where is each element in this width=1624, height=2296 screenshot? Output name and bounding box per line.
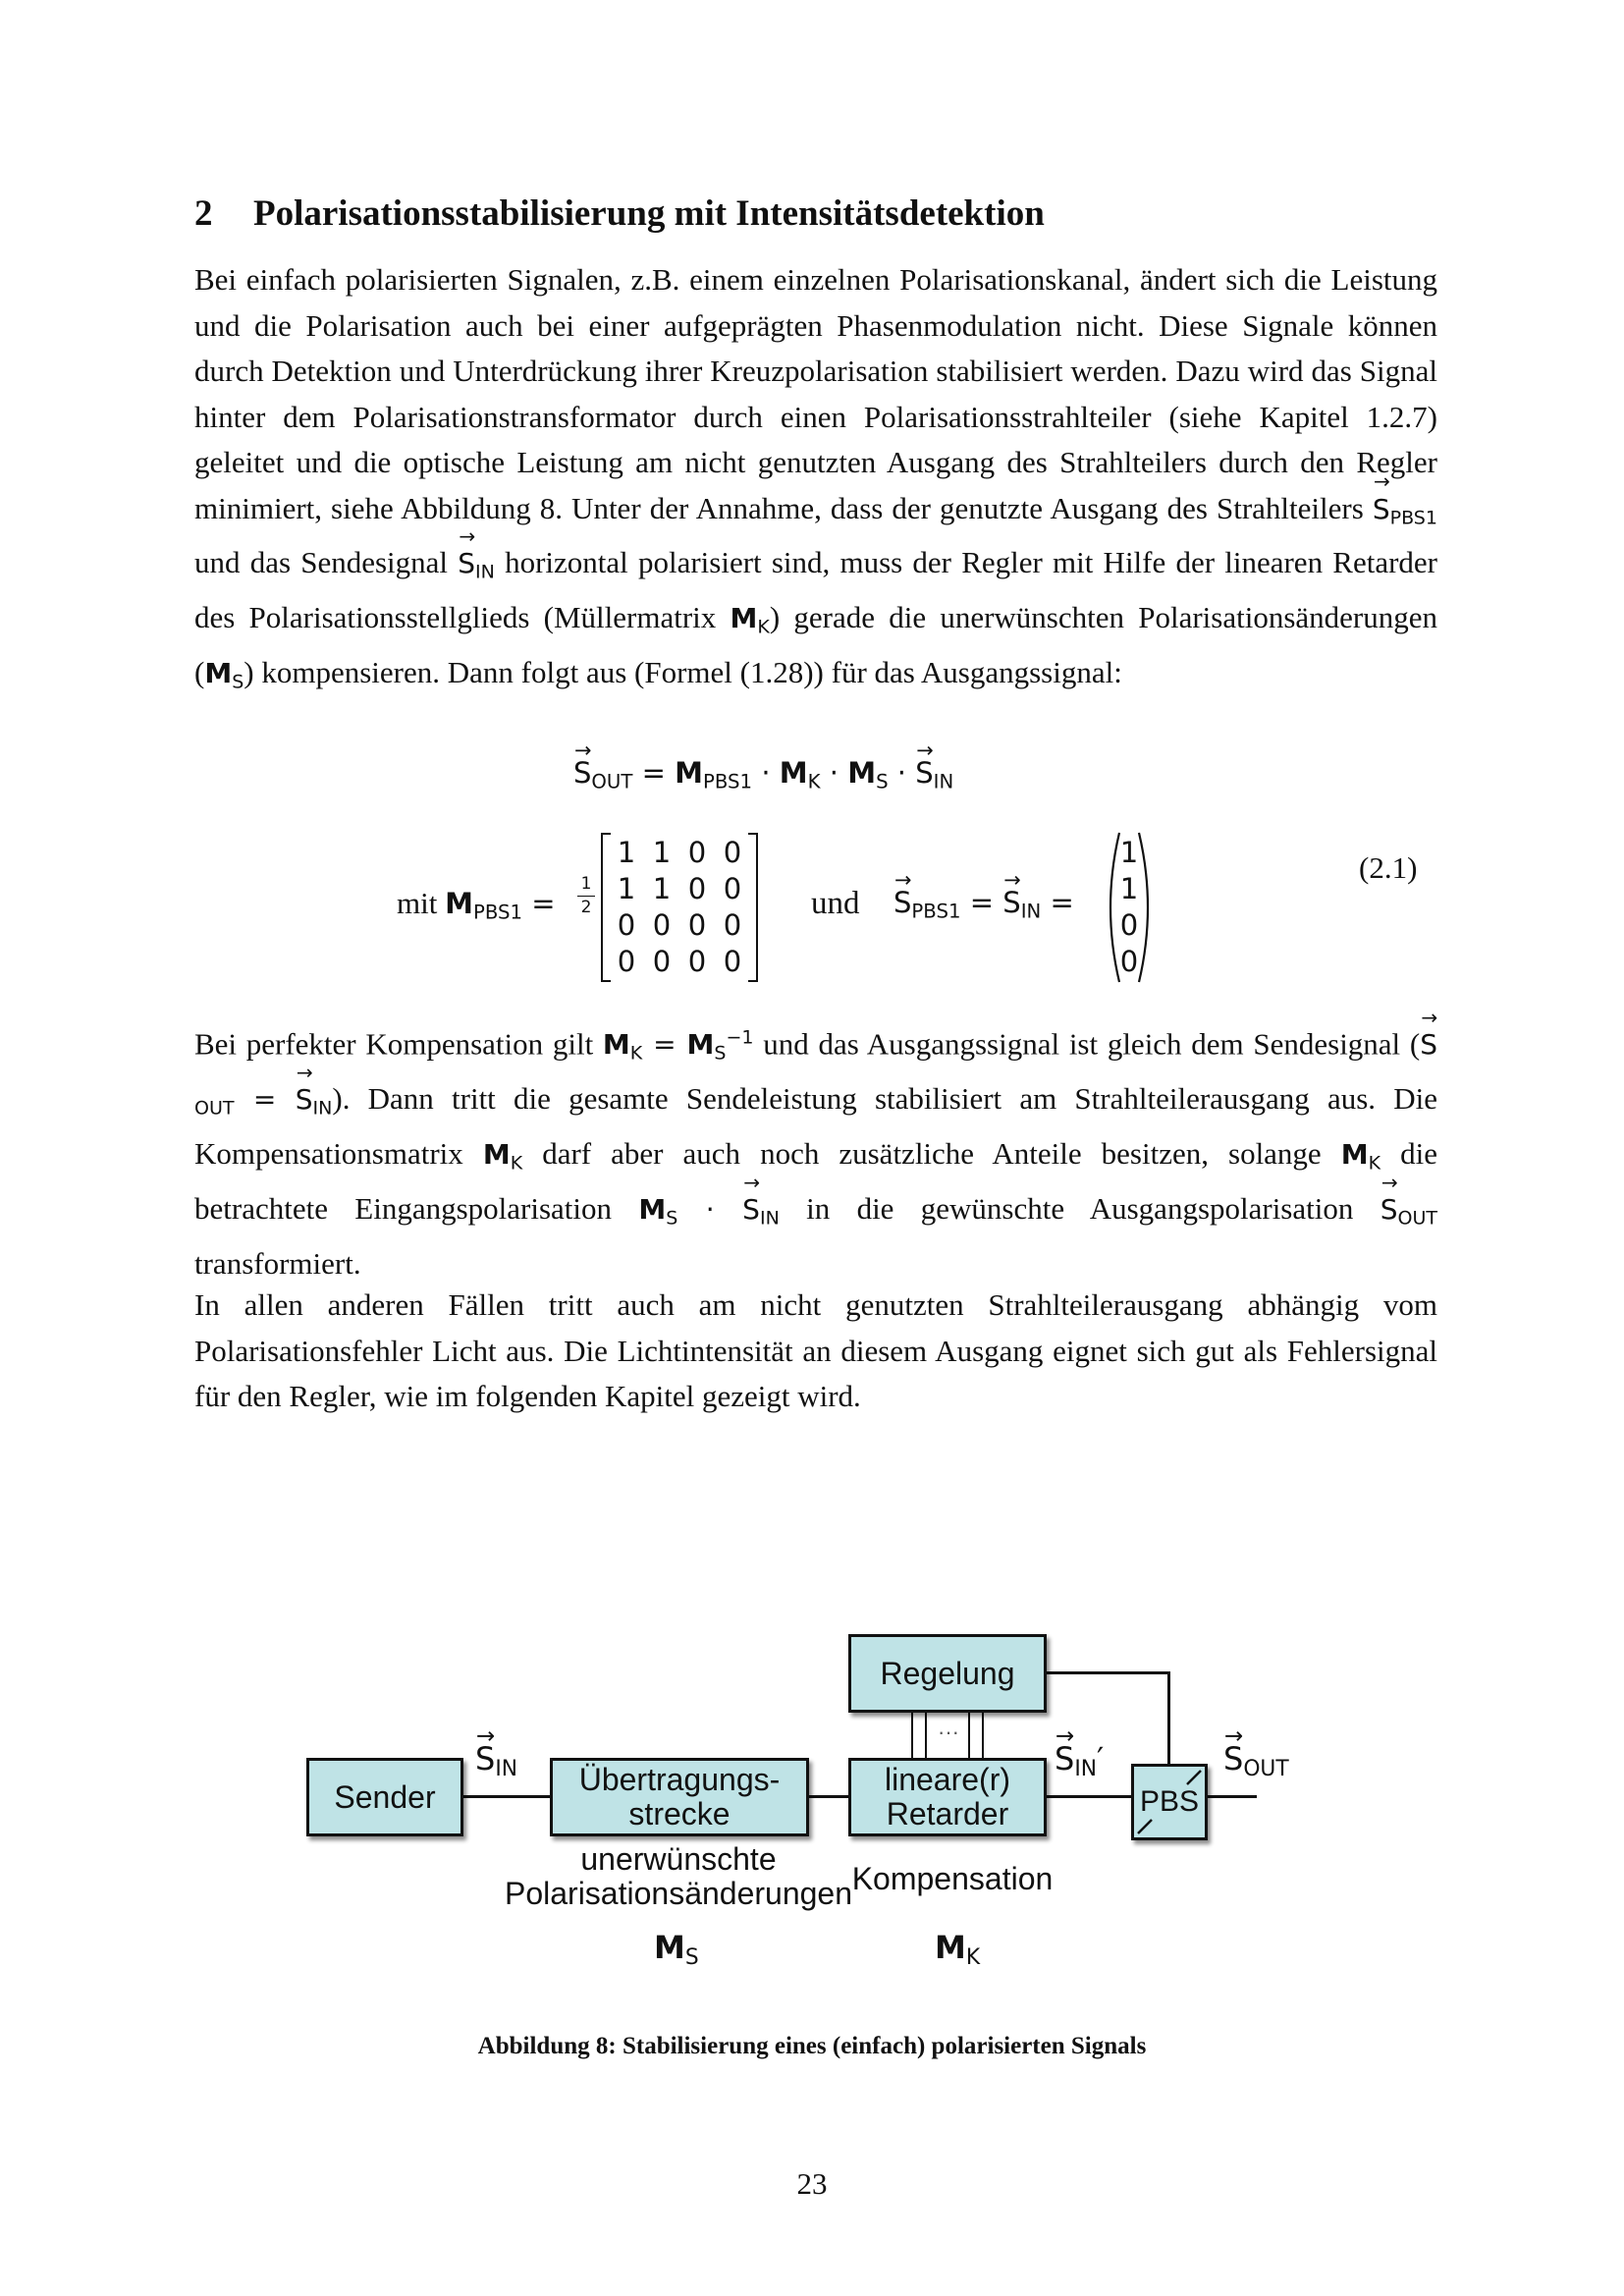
symbol-s-in	[677, 1192, 780, 1230]
matrix-cell: 0	[687, 836, 707, 869]
strecke-label-line2: strecke	[628, 1796, 731, 1831]
line-sender-strecke	[463, 1795, 552, 1798]
pbs-box	[1131, 1764, 1208, 1840]
fraction-numerator: 1	[580, 874, 592, 894]
subscript: K	[629, 1042, 643, 1065]
text: die betrachtete Eingangspolarisation	[194, 1136, 1437, 1226]
text: ) gerade die unerwünschten Polarisationsänderungen (	[194, 600, 1437, 689]
subscript: IN	[475, 561, 495, 583]
control-dots: ···	[938, 1720, 959, 1744]
vector-symbol: → S	[1380, 1187, 1398, 1233]
vector-symbol: → S	[915, 756, 933, 790]
bracket-left	[601, 833, 611, 982]
matrix-symbol: M	[686, 1028, 715, 1062]
vector-symbol: → S	[573, 756, 591, 790]
symbol-s-in	[458, 547, 495, 583]
matrix-cell: 0	[723, 836, 742, 869]
fraction-bar	[577, 896, 595, 897]
matrix-cell: 1	[652, 836, 672, 869]
matrix-symbol: M	[445, 887, 473, 920]
subscript: PBS1	[472, 901, 523, 924]
matrix-cell: 1	[652, 872, 672, 905]
vector-symbol: → S	[893, 886, 911, 919]
text: und das Ausgangssignal ist gleich dem Sendesignal (	[753, 1026, 1421, 1062]
matrix-cell: 0	[617, 908, 636, 942]
label-s-in	[475, 1742, 517, 1781]
vector-symbol: → S	[296, 1077, 313, 1123]
retarder-box	[848, 1758, 1047, 1836]
matrix-cell: 0	[687, 908, 707, 942]
superscript: −1	[726, 1027, 754, 1049]
label-line: Polarisationsänderungen	[504, 1876, 853, 1912]
strecke-box	[550, 1758, 809, 1836]
vector-symbol: → S	[458, 541, 475, 587]
figure-caption: Abbildung 8: Stabilisierung eines (einfach) polarisierten Signals	[477, 2033, 1147, 2059]
dot-operator: ·	[752, 756, 780, 790]
matrix-symbol: M	[1340, 1138, 1369, 1172]
strecke-label-line1: Übertragungs-	[578, 1762, 781, 1798]
section-title: Polarisationsstabilisierung mit Intensitätsdetektion	[253, 193, 1045, 234]
matrix-symbol: M	[654, 1929, 685, 1966]
matrix-cell: 1	[617, 872, 636, 905]
subscript: PBS1	[1389, 506, 1437, 528]
line-pbs-output	[1206, 1795, 1257, 1798]
subscript: K	[807, 770, 821, 793]
bracket-right	[748, 833, 758, 982]
vector-symbol: → S	[1373, 487, 1390, 533]
control-line-3	[968, 1711, 970, 1764]
subscript: S	[666, 1207, 678, 1230]
subscript: K	[1368, 1152, 1381, 1175]
pbs-label: PBS	[1139, 1784, 1200, 1818]
subscript: IN	[1074, 1757, 1097, 1782]
equation-rhs	[893, 886, 1083, 923]
label-line: unerwünschte	[580, 1841, 777, 1877]
matrix-symbol: M	[482, 1138, 511, 1172]
retarder-label-line2: Retarder	[886, 1796, 1009, 1831]
subscript: IN	[1020, 900, 1042, 923]
subscript: IN	[495, 1757, 517, 1782]
matrix-symbol: M	[675, 756, 703, 790]
symbol-s-out	[1380, 1192, 1438, 1230]
matrix-cell: 0	[652, 908, 672, 942]
subscript: OUT	[591, 770, 633, 793]
equals-sign: =	[522, 887, 565, 920]
control-line-1	[911, 1711, 913, 1764]
paragraph-2	[194, 1015, 1437, 1286]
paragraph-1	[194, 257, 1437, 705]
text: Bei perfekter Kompensation gilt	[194, 1026, 603, 1062]
section-heading	[194, 192, 1045, 235]
subscript: OUT	[1397, 1207, 1438, 1230]
matrix-cell: 0	[687, 872, 707, 905]
sender-box	[306, 1758, 463, 1836]
mit-text: mit	[397, 886, 446, 920]
text: Bei einfach polarisierten Signalen, z.B. einem einzelnen Polarisationskanal, ändert sich die Leistung und die Polarisation auch bei einer aufgeprägten Phasenmodulation nicht. Diese Signale können durch Detektion und Unterdrückung ihrer Kreuzpolarisation stabilisiert werden. Dazu wird das Signal hinter dem Polarisationstransformator durch einen Polarisationsstrahlteiler (siehe Kapitel 1.2.7) geleitet und die optische Leistung am nicht genutzten Ausgang des Strahlteilers durch den Regler minimiert, siehe Abbildung 8. Unter der Annahme, dass der genutzte Ausgang des Strahlteilers	[194, 262, 1437, 525]
matrix-cell: 0	[617, 945, 636, 978]
line-to-pbs	[1167, 1671, 1170, 1774]
matrix-cell: 0	[687, 945, 707, 978]
vector-symbol: → S	[1002, 886, 1020, 919]
vector-cell: 1	[1119, 872, 1139, 905]
equation-line-1	[573, 756, 953, 793]
block-diagram	[295, 1620, 1329, 1984]
matrix-symbol: M	[204, 656, 233, 689]
subscript: S	[684, 1945, 699, 1971]
matrix-symbol: M	[730, 602, 758, 635]
vector-symbol: → S	[1055, 1742, 1074, 1777]
regelung-label: Regelung	[880, 1655, 1015, 1691]
symbol-m-k	[482, 1138, 523, 1175]
subscript: PBS1	[911, 900, 961, 923]
subscript: S	[232, 671, 244, 693]
symbol-ms-sin	[638, 1192, 678, 1230]
matrix-symbol: M	[602, 1028, 630, 1062]
matrix-symbol: M	[779, 756, 808, 790]
vector-symbol: → S	[475, 1742, 495, 1777]
matrix-symbol: M	[935, 1929, 966, 1966]
dot-operator: ·	[677, 1192, 743, 1226]
matrix-cell: 0	[723, 908, 742, 942]
sender-label: Sender	[334, 1778, 436, 1815]
line-regelung-right	[1045, 1671, 1170, 1674]
vector-cell: 0	[1119, 945, 1139, 978]
label-s-in-prime	[1055, 1742, 1104, 1781]
control-line-2	[925, 1711, 927, 1764]
text: darf aber auch noch zusätzliche Anteile besitzen, solange	[522, 1136, 1341, 1172]
subscript: IN	[933, 770, 954, 793]
section-number: 2	[194, 193, 213, 234]
line-strecke-retarder	[807, 1795, 848, 1798]
vector-cell: 1	[1119, 836, 1139, 869]
equation-lhs	[397, 886, 565, 924]
subscript: IN	[312, 1097, 333, 1120]
regelung-box	[848, 1634, 1047, 1713]
vector-symbol: → S	[1223, 1742, 1243, 1777]
subscript: OUT	[194, 1097, 235, 1120]
subscript: PBS1	[703, 770, 753, 793]
subscript: S	[714, 1042, 727, 1065]
label-s-out	[1223, 1742, 1289, 1781]
equation-mk-ms-inverse	[602, 1027, 754, 1065]
matrix-cell: 0	[723, 945, 742, 978]
equals-sign: =	[632, 756, 676, 790]
text: ). Dann tritt die gesamte Sendeleistung stabilisiert am Strahlteilerausgang aus. Die Kompensationsmatrix	[194, 1081, 1437, 1172]
subscript: K	[510, 1152, 523, 1175]
fraction-denominator: 2	[580, 898, 592, 917]
subscript: S	[876, 770, 889, 793]
label-unerwuenschte	[487, 1842, 870, 1911]
symbol-m-k	[730, 602, 770, 638]
matrix-cell: 1	[617, 836, 636, 869]
equals-sign: =	[642, 1028, 687, 1062]
subscript: K	[757, 616, 770, 638]
text: transformiert.	[194, 1245, 361, 1281]
text: horizontal polarisiert sind, muss der Regler mit Hilfe der linearen Retarder des Polarisationsstellglieds (Müllermatrix	[194, 545, 1437, 635]
matrix-cell: 0	[652, 945, 672, 978]
equation-number: (2.1)	[1359, 850, 1418, 885]
matrix-symbol: M	[847, 756, 877, 790]
dot-operator: ·	[888, 756, 916, 790]
text: ) kompensieren. Dann folgt aus (Formel (1.28)) für das Ausgangssignal:	[244, 654, 1122, 689]
paragraph-3: In allen anderen Fällen tritt auch am nicht genutzten Strahlteilerausgang abhängig vom Polarisationsfehler Licht aus. Die Lichtintensität an diesem Ausgang eignet sich gut als Fehlersignal für den Regler, wie im folgenden Kapitel gezeigt wird.	[194, 1287, 1437, 1413]
subscript: K	[965, 1945, 981, 1971]
und-text: und	[811, 886, 860, 921]
dot-operator: ·	[820, 756, 848, 790]
vector-cell: 0	[1119, 908, 1139, 942]
matrix-symbol: M	[638, 1192, 667, 1226]
equals-sign: =	[1041, 886, 1084, 919]
equals-sign: =	[960, 886, 1003, 919]
subscript: IN	[759, 1207, 780, 1230]
label-m-s	[654, 1929, 699, 1970]
symbol-s-pbs1	[1372, 492, 1437, 528]
text: und das Sendesignal	[194, 545, 459, 580]
matrix-pbs1	[601, 829, 758, 986]
symbol-m-k	[1340, 1138, 1381, 1175]
retarder-label-line1: lineare(r)	[884, 1762, 1011, 1798]
fraction-one-half	[577, 876, 595, 916]
page-number: 23	[796, 2166, 828, 2201]
matrix-cell: 0	[723, 872, 742, 905]
symbol-m-s	[204, 656, 244, 693]
pbs-diagonal-icon	[1134, 1767, 1205, 1837]
vector-symbol: → S	[742, 1187, 760, 1233]
control-line-4	[982, 1711, 984, 1764]
equals-sign: =	[234, 1083, 296, 1117]
label-m-k	[935, 1929, 980, 1970]
vector-symbol: → S	[1420, 1022, 1437, 1068]
prime-mark: ′	[1097, 1740, 1105, 1777]
text: in die gewünschte Ausgangspolarisation	[779, 1190, 1380, 1226]
label-kompensation: Kompensation	[851, 1861, 1054, 1896]
subscript: OUT	[1243, 1757, 1289, 1782]
line-retarder-pbs	[1043, 1795, 1133, 1798]
